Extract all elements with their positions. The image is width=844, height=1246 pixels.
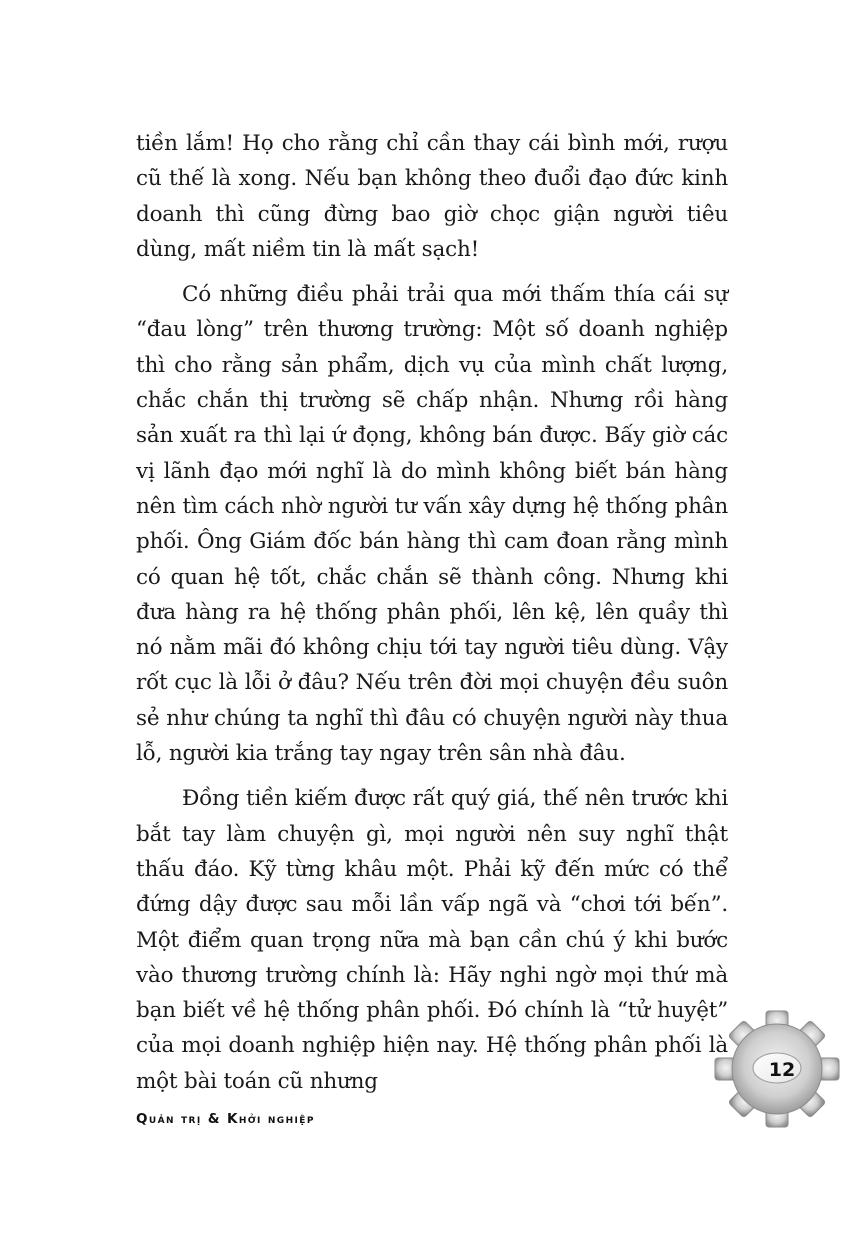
paragraph-2: Có những điều phải trải qua mới thấm thía cái sự “đau lòng” trên thương trường: Một số doanh nghiệp thì cho rằng sản phẩm, dịch vụ của mình chất lượng, chắc chắn thị trường sẽ chấp nhận. Nhưng rồi hàng sản xuất ra thì lại ứ đọng, không bán được. Bấy giờ các vị lãnh đạo mới nghĩ là do mình không biết bán hàng nên tìm cách nhờ người tư vấn xây dựng hệ thống phân phối. Ông Giám đốc bán hàng thì cam đoan rằng mình có quan hệ tốt, chắc chắn sẽ thành công. Nhưng khi đưa hàng ra hệ thống phân phối, lên kệ, lên quầy thì nó nằm mãi đó không chịu tới tay người tiêu dùng. Vậy rốt cục là lỗi ở đâu? Nếu trên đời mọi chuyện đều suôn sẻ như chúng ta nghĩ thì đâu có chuyện người này thua lỗ, người kia trắng tay ngay trên sân nhà đâu. [136,282,728,767]
page-body [136,126,728,1109]
book-title-footer: Quản trị & Khởi nghiệp [136,1111,315,1127]
paragraph-1: tiền lắm! Họ cho rằng chỉ cần thay cái bình mới, rượu cũ thế là xong. Nếu bạn không theo đuổi đạo đức kinh doanh thì cũng đừng bao giờ chọc giận người tiêu dùng, mất niềm tin là mất sạch! [136,131,728,262]
paragraph-3: Đồng tiền kiếm được rất quý giá, thế nên trước khi bắt tay làm chuyện gì, mọi người nên suy nghĩ thật thấu đáo. Kỹ từng khâu một. Phải kỹ đến mức có thể đứng dậy được sau mỗi lần vấp ngã và “chơi tới bến”. Một điểm quan trọng nữa mà bạn cần chú ý khi bước vào thương trường chính là: Hãy nghi ngờ mọi thứ mà bạn biết về hệ thống phân phối. Đó chính là “tử huyệt” của mọi doanh nghiệp hiện nay. Hệ thống phân phối là một bài toán cũ nhưng [136,786,728,1094]
page-number: 12 [768,1059,796,1081]
